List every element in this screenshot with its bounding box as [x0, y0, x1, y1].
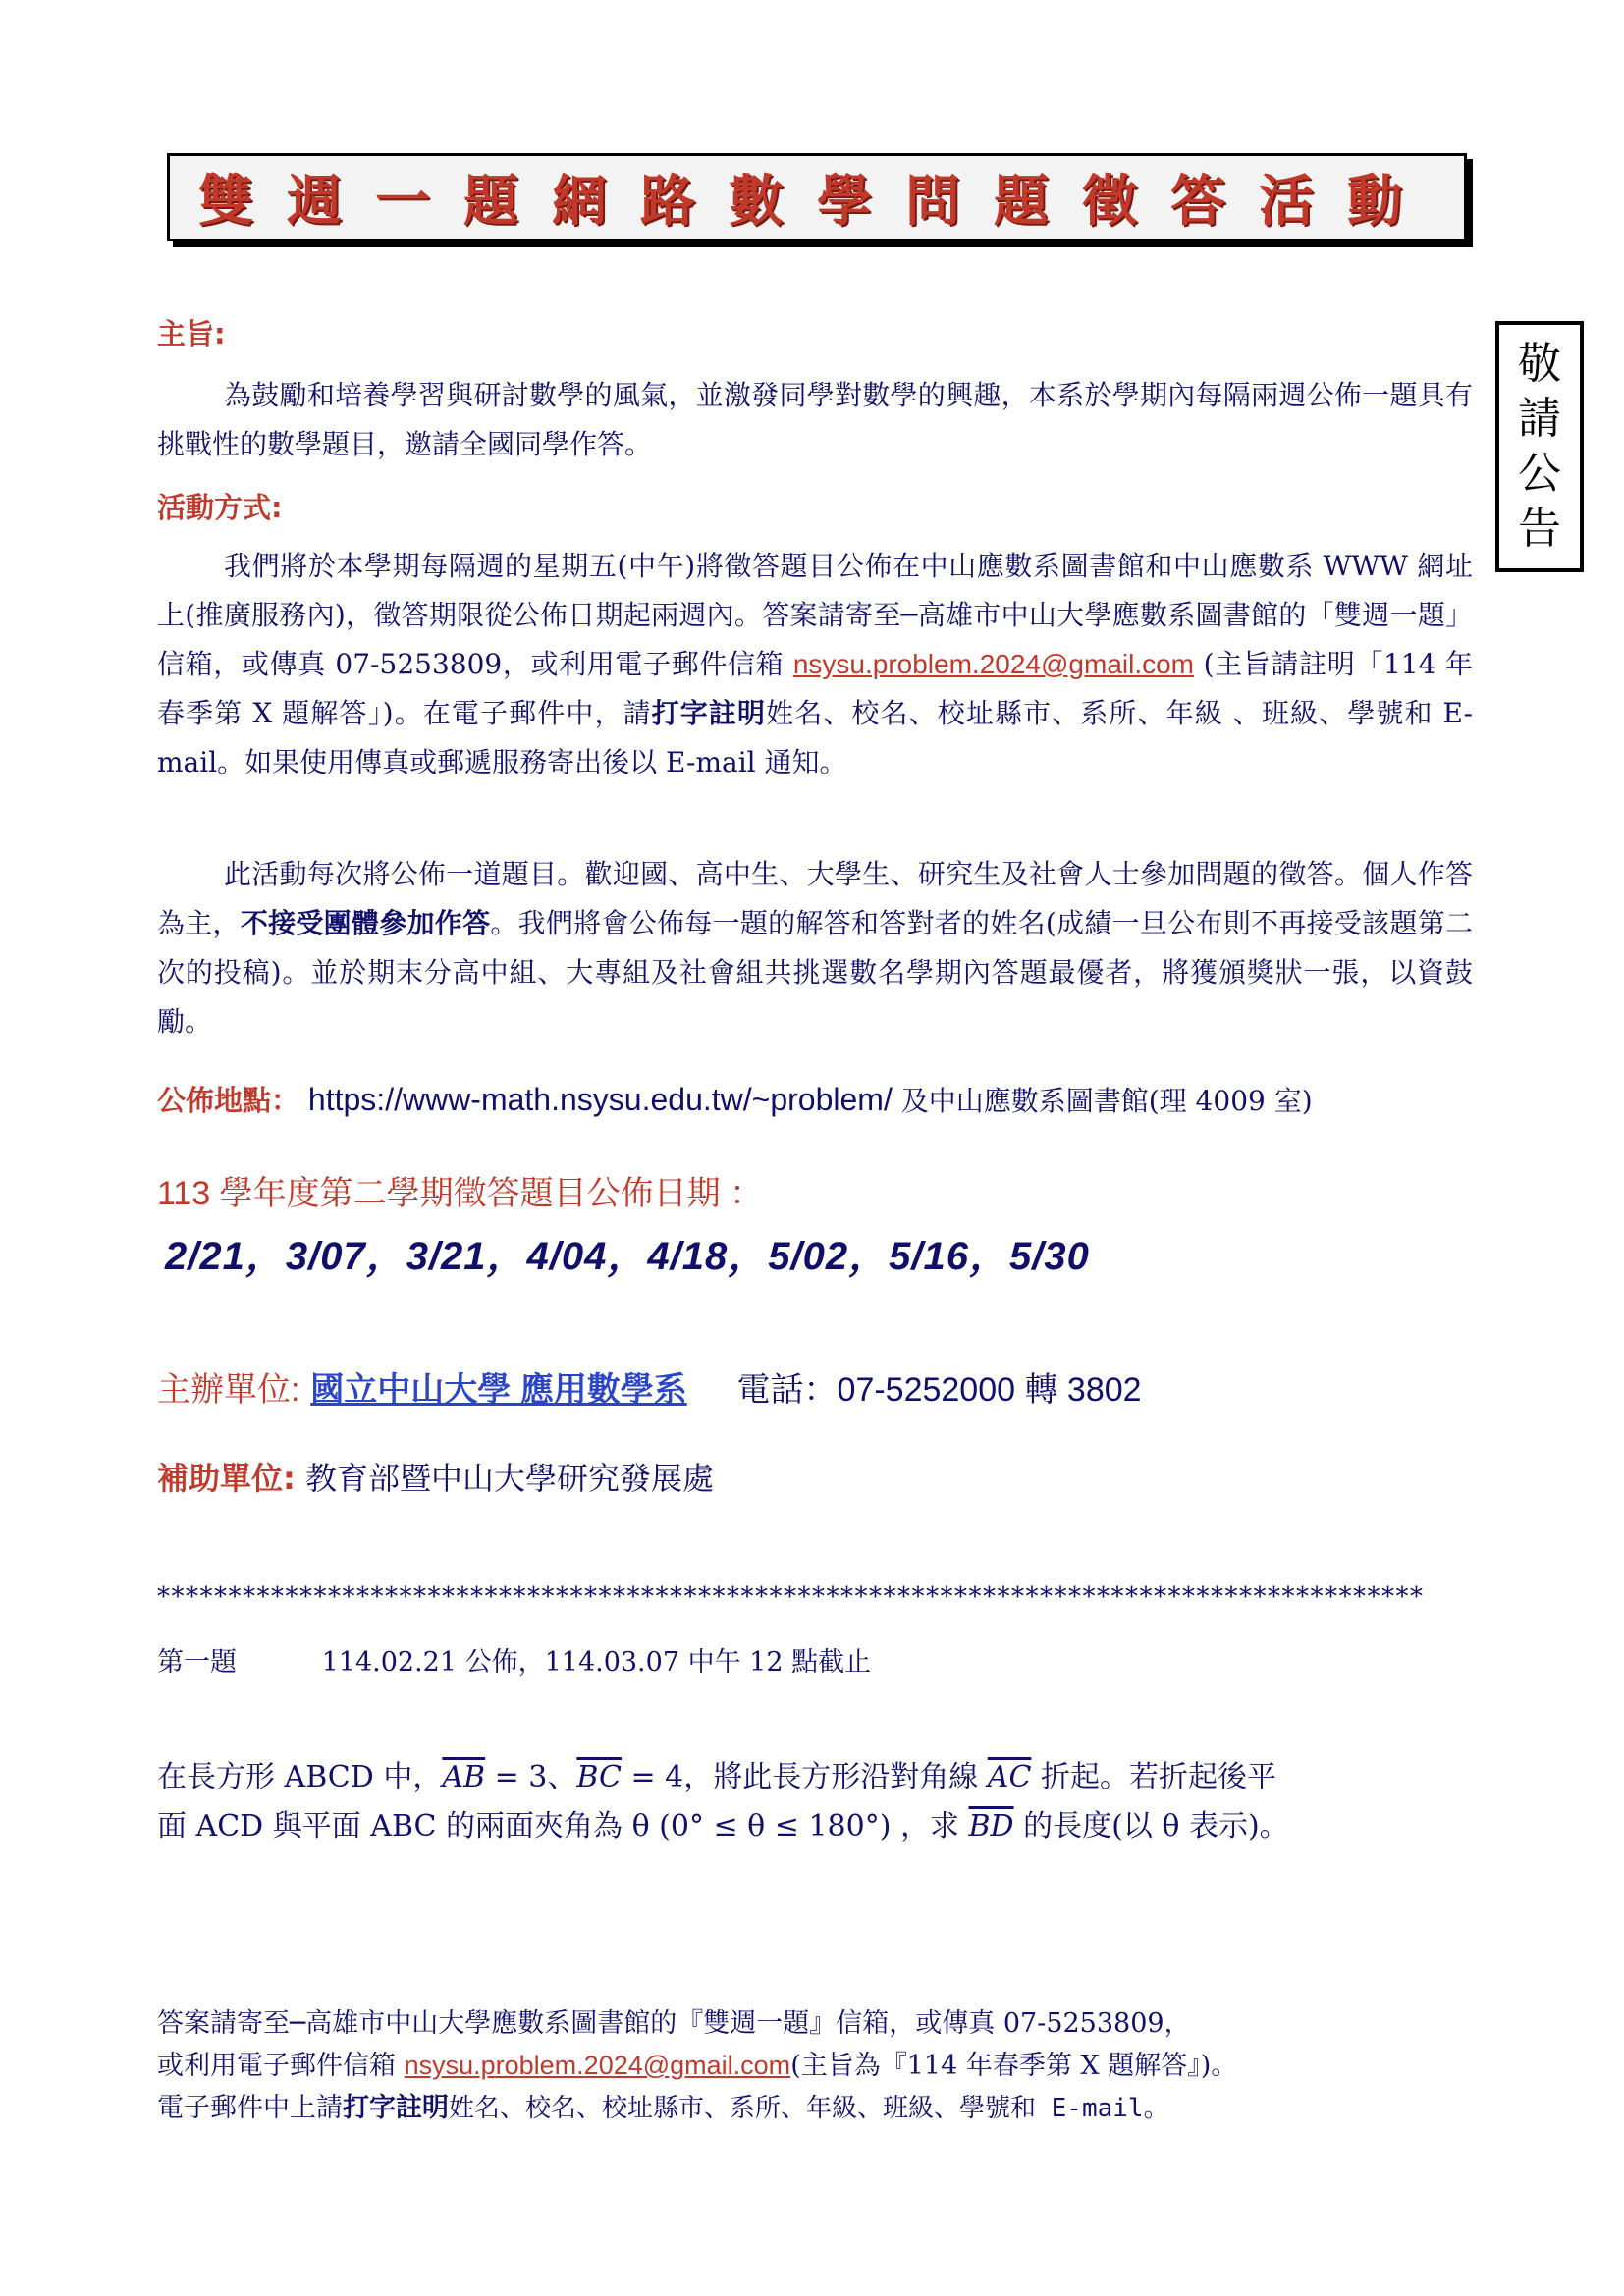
problem-text: = 4，將此長方形沿對角線: [621, 1760, 988, 1794]
sponsor-label: 補助單位:: [157, 1460, 296, 1497]
segment-bc: $\overline{BC}$: [576, 1760, 622, 1794]
segment-bd: $\overline{BD}$: [968, 1809, 1014, 1843]
footer-line-2: [157, 2045, 1237, 2087]
problem-header: [157, 1641, 871, 1684]
method-text: 。我們將會公佈每一題的解答和答對者的姓名(成績一旦公布則不再接受該題第二次的投稿)。並於期末分高中組、大專組及社會組共挑選數名學期內答題最優者，將獲頒獎狀一張，以資鼓勵。: [157, 907, 1473, 1038]
footer-email-link[interactable]: nsysu.problem.2024@gmail.com: [404, 2051, 791, 2080]
sponsor-name: 教育部暨中山大學研究發展處: [304, 1460, 714, 1497]
problem-text: 折起。若折起後平: [1031, 1760, 1276, 1794]
footer-line-1: 答案請寄至─高雄市中山大學應數系圖書館的『雙週一題』信箱，或傳真 07-5253809，: [157, 2008, 1191, 2039]
problem-text-line-2: [157, 1802, 1289, 1851]
notice-char: 告: [1518, 504, 1561, 554]
method-text: 此活動每次將公佈一道題目。歡迎國、高中生、大學生、研究生及社會人士參加問題的徵答。個人作答為主，: [157, 858, 1473, 939]
organizer-phone: 電話：07-5252000 轉 3802: [736, 1371, 1142, 1409]
purpose-heading: 主旨:: [157, 317, 226, 350]
problem-text: 的長度(以 θ 表示)。: [1013, 1809, 1289, 1843]
footer-text: 或利用電子郵件信箱: [157, 2051, 405, 2081]
purpose-text: 為鼓勵和培養學習與研討數學的風氣，並激發同學對數學的興趣，本系於學期內每隔兩週公佈一題具有挑戰性的數學題目，邀請全國同學作答。: [157, 379, 1473, 460]
organizer-label: 主辦單位:: [157, 1371, 300, 1409]
method-text: 姓名、校名、校址縣市、系所、年級 、班級、學號和 E-mail。如果使用傳真或郵遞服務寄出後以 E-mail 通知。: [157, 697, 1473, 778]
location-line: [157, 1078, 1313, 1123]
method-text: (主旨請註明「114 年春季第 X 題解答」)。在電子郵件中，請: [157, 648, 1473, 729]
sponsor-line: [157, 1457, 714, 1500]
footer-line-3: [157, 2087, 1169, 2130]
emphasis-text: 打字註明: [651, 697, 767, 729]
email-link[interactable]: nsysu.problem.2024@gmail.com: [792, 649, 1195, 679]
location-url[interactable]: https://www-math.nsysu.edu.tw/~problem/: [307, 1082, 893, 1117]
method-paragraph-1: [157, 542, 1473, 787]
notice-char: 公: [1518, 449, 1561, 499]
organizer-line: [157, 1368, 1142, 1412]
notice-box: [1495, 321, 1584, 572]
notice-char: 敬: [1518, 339, 1561, 389]
problem-text: 面 ACD 與平面 ABC 的兩面夾角為 θ (0° ≤ θ ≤ 180°) ，求: [157, 1809, 969, 1843]
schedule-heading: 113 學年度第二學期徵答題目公佈日期 ：: [157, 1175, 764, 1212]
location-heading: 公佈地點：: [157, 1084, 300, 1117]
page-title: 雙週一題網路數學問題徵答活動: [167, 153, 1467, 241]
method-text: 我們將於本學期每隔週的星期五(中午)將徵答題目公佈在中山應數系圖書館和中山應數系 WWW 網址上(推廣服務內)，徵答期限從公佈日期起兩週內。答案請寄至─高雄市中山大學應數系圖書館的「雙週一題」信箱，或傳真 07-5253809，或利用電子郵件信箱: [157, 550, 1473, 680]
problem-text-line-1: [157, 1753, 1276, 1802]
organizer-name[interactable]: 國立中山大學 應用數學系: [310, 1371, 687, 1409]
separator: *****************************************************************************************: [157, 1582, 1425, 1612]
problem-text: = 3、: [485, 1760, 577, 1794]
segment-ab: $\overline{AB}$: [442, 1760, 486, 1794]
problem-dates: 114.02.21 公佈，114.03.07 中午 12 點截止: [321, 1647, 872, 1678]
location-rest: 及中山應數系圖書館(理 4009 室): [900, 1085, 1313, 1117]
problem-text: 在長方形 ABCD 中，: [157, 1760, 443, 1794]
schedule-dates: 2/21，3/07，3/21，4/04，4/18，5/02，5/16，5/30: [165, 1235, 1090, 1278]
method-heading: 活動方式:: [157, 491, 283, 524]
notice-char: 請: [1518, 394, 1561, 444]
emphasis-text: 不接受團體參加作答: [240, 907, 491, 939]
footer-text: 電子郵件中上請: [157, 2093, 343, 2123]
problem-label: 第一題: [157, 1647, 237, 1678]
footer-text: (主旨為『114 年春季第 X 題解答』)。: [790, 2051, 1238, 2081]
method-paragraph-2: [157, 850, 1473, 1046]
segment-ac: $\overline{AC}$: [987, 1760, 1032, 1794]
footer-text: 姓名、校名、校址縣市、系所、年級、班級、學號和 E-mail。: [449, 2094, 1169, 2123]
emphasis-text: 打字註明: [343, 2093, 449, 2123]
